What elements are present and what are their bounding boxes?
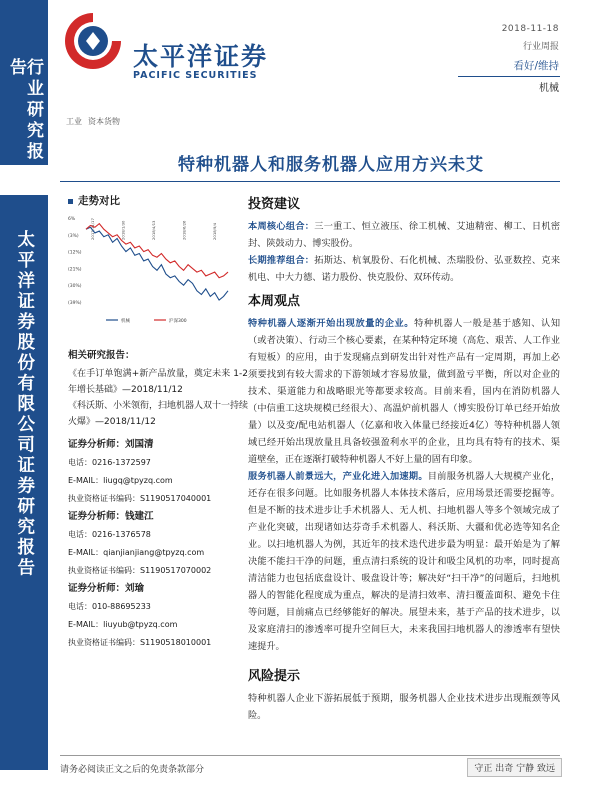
sidebar-report-type — [0, 0, 48, 165]
core-portfolio-text: 三一重工、恒立液压、徐工机械、艾迪精密、柳工、日机密封、陕鼓动力、博实股份。 — [248, 221, 561, 249]
legend-label: 机械 — [121, 319, 130, 324]
analyst-tel: 电话：0216-1376578 — [68, 530, 151, 539]
analyst-tel: 电话：010-88695233 — [68, 602, 151, 611]
risk-text: 特种机器人企业下游拓展低于预期，服务机器人企业技术进步出现瓶颈等风险。 — [248, 693, 560, 721]
keyword-tags — [66, 116, 126, 127]
report-type: 行业周报 — [522, 42, 559, 52]
y-tick-label: (12%) — [68, 250, 82, 256]
related-report-item: 《在手订单饱满+新产品放量，奠定未来 1-2 年增长基础》—2018/11/12 — [68, 369, 248, 395]
invest-heading: 投资建议 — [248, 197, 301, 212]
view-section — [248, 290, 560, 655]
y-tick-label: (3%) — [68, 233, 79, 239]
view-p2-lead: 服务机器人前景远大，产业化进入加速期。 — [248, 471, 428, 482]
analyst-name: 证券分析师：钱建江 — [68, 511, 154, 522]
sidebar-company — [0, 195, 48, 770]
analyst-license: 执业资格证书编码：S1190517040001 — [68, 494, 212, 503]
y-tick-label: (30%) — [68, 284, 82, 290]
long-portfolio-label: 长期推荐组合： — [248, 255, 315, 266]
analyst-email: E-MAIL：liugq@tpyzq.com — [68, 476, 173, 485]
related-report-item: 《科沃斯、小米领衔，扫地机器人双十一持续火爆》—2018/11/12 — [68, 401, 249, 427]
header-meta — [502, 24, 559, 73]
analyst-name: 证券分析师：刘国清 — [68, 439, 154, 450]
industry-label: 机械 — [539, 83, 559, 94]
long-portfolio-text: 拓斯达、杭氧股份、石化机械、杰瑞股份、弘亚数控、克来机电、中大力德、诺力股份、快克股份、双环传动。 — [248, 255, 561, 283]
company-logo-icon — [62, 10, 124, 72]
x-tick-label: 2018/6/26 — [181, 220, 187, 240]
risk-section — [248, 665, 560, 724]
sidebar-bottom-text: 太平洋证券股份有限公司证券研究报告 — [14, 230, 35, 579]
footer-disclaimer: 请务必阅读正文之后的免责条款部分 — [60, 765, 205, 775]
analyst-card — [68, 438, 248, 510]
related-heading: 相关研究报告： — [68, 350, 135, 361]
y-tick-label: 6% — [68, 217, 76, 222]
x-tick-label: 2018/9/4 — [212, 222, 217, 240]
footer-motto: 守正 出奇 宁静 致远 — [467, 758, 562, 777]
series-line — [86, 227, 228, 300]
long-portfolio — [248, 252, 560, 286]
brand-name-en: PACIFIC SECURITIES — [133, 70, 258, 81]
y-tick-label: (21%) — [68, 267, 82, 273]
view-p1-lead: 特种机器人逐渐开始出现放量的企业。 — [248, 318, 415, 329]
view-p1-text: 特种机器人一般是基于感知、认知（或者决策）、行动三个核心要素，在某种特定环境（高危、艰苦、人工作业有短板）的应用，由于发现痛点到研发出针对性产品有一定周期，再加上必须要找到有较大需求的下游领域才容易放量，做到盈亏平衡，所以对企业的技术、渠道能力和战略眼光等都要求较高。目前来看，国内在消防机器人（中信重工这块规模已经很大）、高温炉前机器人（博实股份订单已经开始放量）以及变/配电站机器人（亿嘉和收入体量已经接近4亿）等特种机器人领域已经开始出现放量且具备较强盈利水平的企业，且均具有特有的技术、渠道壁垒，正在逐渐打破特种机器人不好上量的固有印象。 — [248, 318, 561, 465]
analyst-tel: 电话：0216-1372597 — [68, 458, 151, 467]
analyst-name: 证券分析师：刘瑜 — [68, 583, 145, 594]
report-date: 2018-11-18 — [501, 24, 559, 34]
view-paragraph-1 — [248, 315, 560, 468]
core-portfolio-label: 本周核心组合： — [248, 221, 315, 232]
sidebar-top-text: 行业研究报告 — [6, 58, 43, 163]
header-divider — [458, 76, 560, 77]
analyst-license: 执业资格证书编码：S1190518010001 — [68, 638, 212, 647]
view-paragraph-2 — [248, 468, 560, 655]
y-tick-label: (39%) — [68, 301, 82, 306]
analyst-email: E-MAIL：qianjianjiang@tpyzq.com — [68, 548, 205, 557]
x-tick-label: 2018/1/30 — [120, 220, 126, 240]
view-p2-text: 目前服务机器人大规模产业化，还存在很多问题。比如服务机器人本体技术落后，应用场景还需要挖掘等。但是不断的技术进步让手术机器人、无人机、扫地机器人等多个领域完成了产业化突破，出现诸如达芬奇手术机器人、科沃斯、大疆和优必选等知名企业。以扫地机器人为例，其近年的技术迭代进步最为明显：最开始是为了解决能不能扫干净的问题，重点清扫系统的设计和吸尘风机的功率，同时提高清洁能力也包括底盘设计、吸盘设计等；解决好“扫干净”的问题后，扫地机器人的智能化程度成为重点，解决的是清扫效率、清扫覆盖面积、避免卡住等问题，目前痛点已经够能好的解决。展望未来，基于产品的技术进步，以及家庭清扫的渗透率可提升空间巨大，未来我国扫地机器人的渗透率有望快速提升。 — [248, 471, 561, 652]
x-tick-label: 2017/11/17 — [90, 218, 95, 240]
related-reports — [68, 348, 248, 430]
risk-heading: 风险提示 — [248, 669, 301, 684]
rating-label: 看好/维持 — [513, 60, 559, 72]
legend-label: 沪深300 — [169, 319, 187, 324]
analyst-card — [68, 582, 248, 654]
keyword-tag: 资本货物 — [88, 117, 120, 126]
invest-section — [248, 193, 560, 286]
x-tick-label: 2018/4/13 — [151, 220, 156, 240]
report-title: 特种机器人和服务机器人应用方兴未艾 — [178, 155, 484, 175]
analyst-license: 执业资格证书编码：S1190517070002 — [68, 566, 212, 575]
analyst-email: E-MAIL：liuyub@tpyzq.com — [68, 620, 178, 629]
trend-chart — [66, 210, 236, 330]
title-divider — [60, 181, 560, 182]
footer-divider — [60, 755, 560, 756]
view-heading: 本周观点 — [248, 294, 301, 309]
keyword-tag: 工业 — [66, 117, 82, 126]
brand-name-cn: 太平洋证券 — [133, 42, 269, 71]
core-portfolio — [248, 218, 560, 252]
trend-heading: 走势对比 — [68, 193, 120, 208]
analyst-card — [68, 510, 248, 582]
